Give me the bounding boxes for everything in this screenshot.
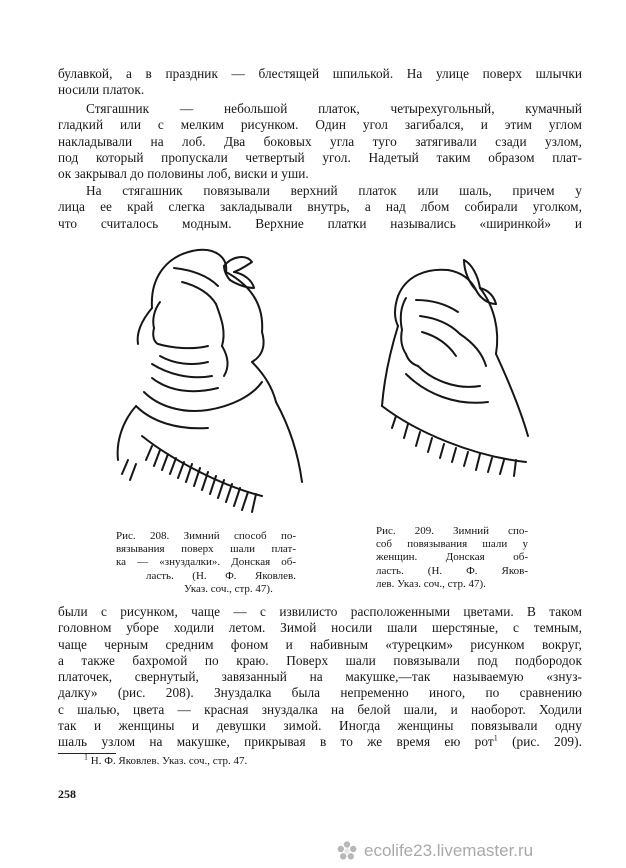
- caption-line: ласть. (Н. Ф. Яковлев.: [146, 569, 296, 582]
- text-line: гладкий или с мелким рисунком. Один угол загибался, и этим углом: [58, 117, 582, 133]
- footnote: [84, 752, 248, 768]
- caption-line: женщин. Донская об-: [376, 551, 528, 564]
- caption-line: ласть. (Н. Ф. Яков-: [376, 564, 528, 577]
- caption-line: Рис. 208. Зимний способ по-: [116, 530, 296, 542]
- text-line: ок закрывал до половины лоб, виски и уши.: [58, 166, 309, 182]
- text-line: накладывали на лоб. Два боковых угла туго затягивали сзади узлом,: [58, 133, 582, 149]
- text-line: были с рисунком, чаще — с извилисто расположенными цветами. В таком: [58, 604, 582, 619]
- text-line: а также бахромой по краю. Поверх шали повязывали под подбородок: [58, 652, 582, 668]
- text-line: лица ее край слегка закладывали внутрь, а над лбом собирали уголком,: [58, 199, 582, 215]
- text-line-tail: (рис. 209).: [497, 734, 582, 750]
- flower-logo-icon: [336, 840, 358, 862]
- text-line: головном уборе ходили летом. Зимой носили шали шерстяные, с темным,: [58, 620, 582, 636]
- figure-209-illustration: [376, 256, 536, 480]
- figure-209-caption: [376, 525, 528, 591]
- caption-line: лев. Указ. соч., стр. 47).: [376, 577, 486, 590]
- figure-208-caption: [116, 530, 296, 596]
- footnote-marker: 1: [84, 752, 88, 762]
- paragraph-patterned-shawls: [58, 604, 582, 751]
- page-number: 258: [58, 787, 76, 801]
- text-line: [58, 734, 582, 750]
- text-line: далку» (рис. 208). Знуздалка была непременно иного, по сравнению: [58, 685, 582, 701]
- text-line: с шалью, цвета — красная знуздалка на белой шали, и наоборот. Ходили: [58, 701, 582, 717]
- caption-line: ка — «знуздалки». Донская об-: [116, 556, 296, 569]
- text-line: так и женщины и девушки зимой. Иногда женщины повязывали одну: [58, 718, 582, 734]
- paragraph-continuation: [58, 66, 582, 99]
- caption-line: вязывания поверх шали плат-: [116, 543, 296, 556]
- caption-line: Указ. соч., стр. 47).: [184, 582, 273, 595]
- text-line: На стягашник повязывали верхний платок или шаль, причем у: [86, 183, 582, 198]
- watermark: [336, 838, 533, 864]
- text-line-body: шаль узлом на макушке, прикрывая в то же время ею рот: [58, 734, 494, 750]
- text-line: под который пропускали четвертый угол. Надетый таким образом плат-: [58, 149, 582, 165]
- text-line: носили платок.: [58, 82, 145, 98]
- watermark-text: ecolife23.livemaster.ru: [364, 841, 534, 860]
- caption-line: Рис. 209. Зимний спо-: [376, 525, 528, 537]
- footnote-text: Н. Ф. Яковлев. Указ. соч., стр. 47.: [88, 755, 248, 767]
- text-line: булавкой, а в праздник — блестящей шпилькой. На улице поверх шлычки: [58, 66, 582, 81]
- text-line: чаще черным средним фоном и набивным «турецким» рисунком вокруг,: [58, 636, 582, 652]
- text-line: Стягашник — небольшой платок, четырехугольный, кумачный: [86, 101, 582, 116]
- caption-line: соб повязывания шали у: [376, 538, 528, 551]
- paragraph-stjagashnik: [58, 101, 582, 182]
- paragraph-upper-shawl: [58, 183, 582, 232]
- figure-208-illustration: [112, 246, 312, 516]
- footnote-reference: 1: [493, 733, 498, 743]
- text-line: что считалось модным. Верхние платки назывались «ширинкой» и: [58, 215, 582, 231]
- text-line: платочек, свернутый, завязанный на макушке,—так называемую «знуз-: [58, 669, 582, 685]
